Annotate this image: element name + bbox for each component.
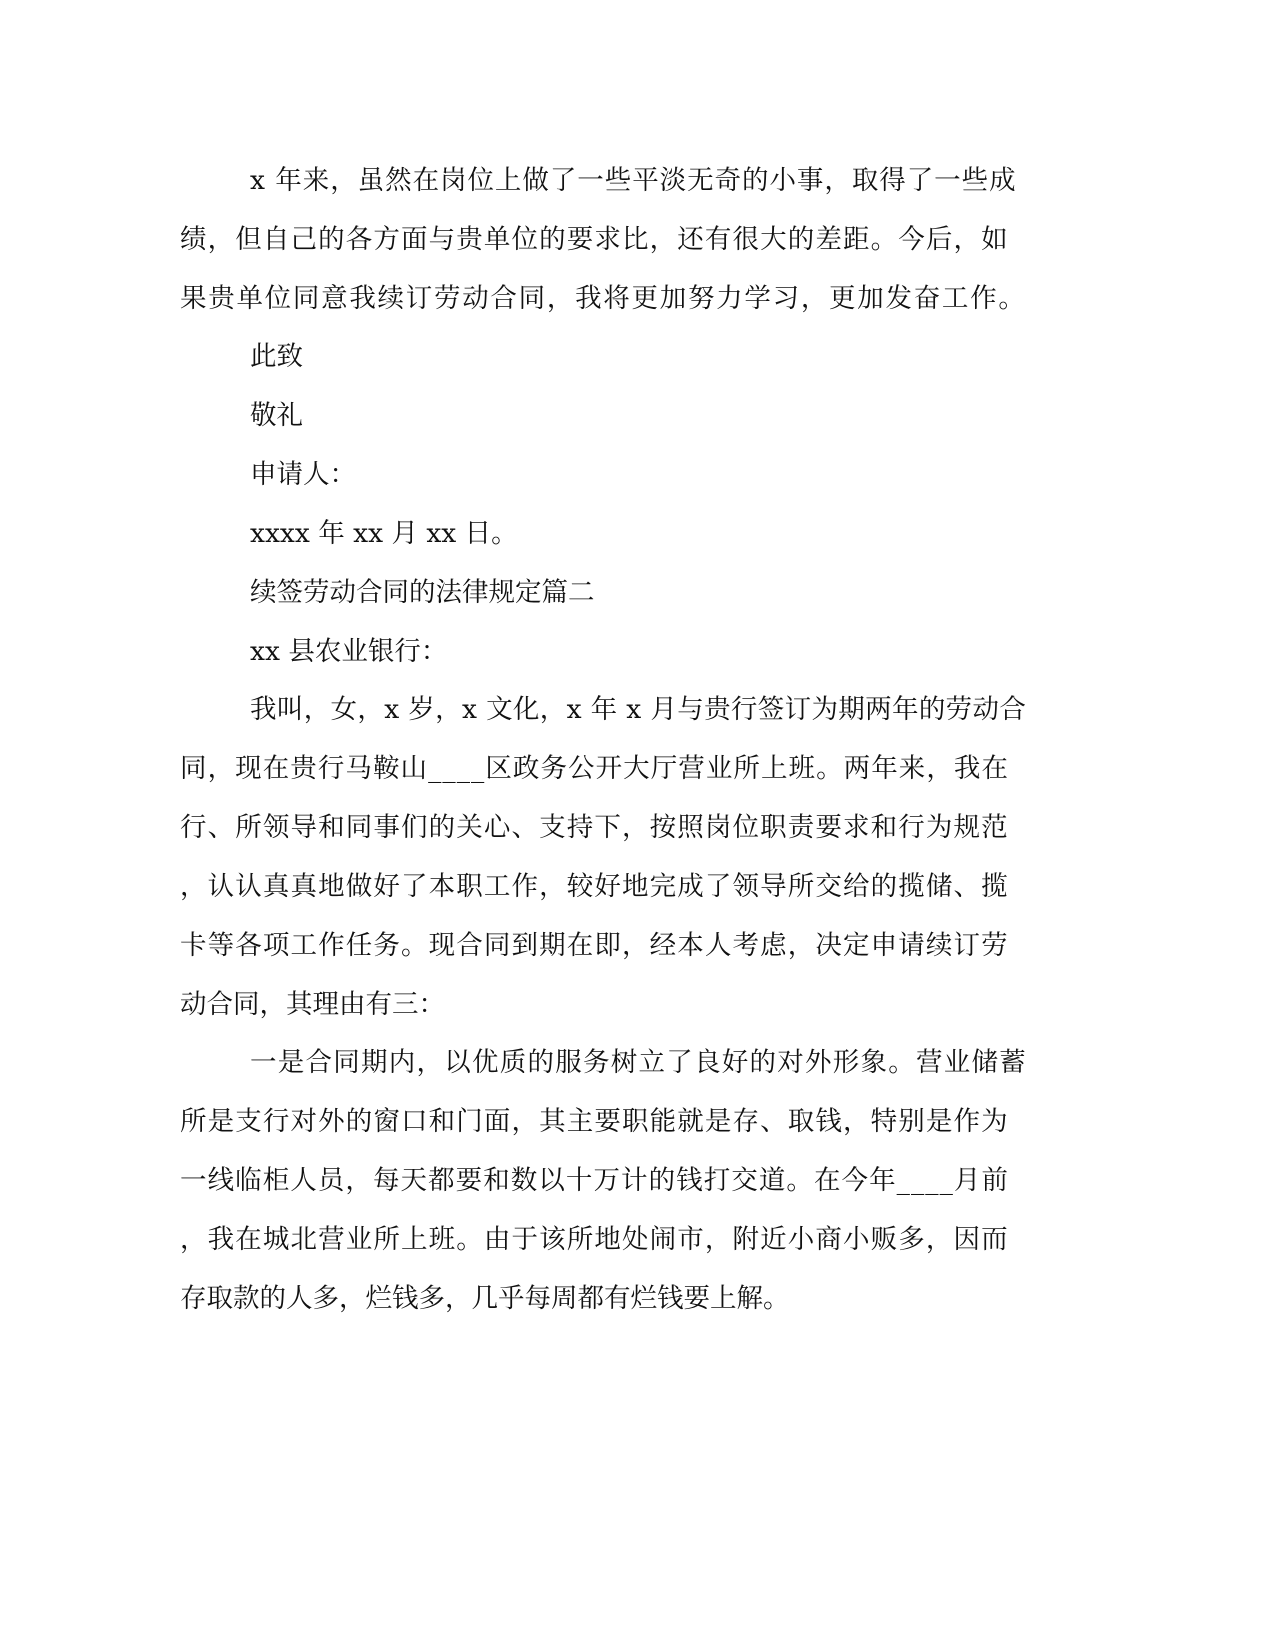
recipient-line: xx 县农业银行： [250,636,448,667]
text-line-1: x 年 来 ， 虽 然 在 岗 位 上 做 了 一 些 平 淡 无 奇 的 小 事 ， 取 得 了 一 些 成 [250,165,1016,196]
text-line-17: 所 是 支 行 对 外 的 窗 口 和 门 面 ， 其 主 要 职 能 就 是 存 、 取 钱 ， 特 别 是 作 为 [180,1106,1008,1137]
closing-salutation-1: 此致 [250,341,303,372]
text-line-14: 卡 等 各 项 工 作 任 务 。 现 合 同 到 期 在 即 ， 经 本 人 考 虑 ， 决 定 申 请 续 订 劳 [180,930,1008,961]
text-line-2: 绩 ， 但 自 己 的 各 方 面 与 贵 单 位 的 要 求 比 ， 还 有 很 大 的 差 距 。 今 后 ， 如 [180,224,1008,255]
text-line-18: 一 线 临 柜 人 员 ， 每 天 都 要 和 数 以 十 万 计 的 钱 打 交 道 。 在 今 年 _ _ _ _ 月 前 [180,1165,1008,1196]
text-line-19: ， 我 在 城 北 营 业 所 上 班 。 由 于 该 所 地 处 闹 市 ， 附 近 小 商 小 贩 多 ， 因 而 [180,1224,1008,1255]
text-line-11: 同 ， 现 在 贵 行 马 鞍 山 _ _ _ _ 区 政 务 公 开 大 厅 营 业 所 上 班 。 两 年 来 ， 我 在 [180,753,1008,784]
date-line: xxxx 年 xx 月 xx 日。 [250,518,518,549]
text-line-13: ， 认 认 真 真 地 做 好 了 本 职 工 作 ， 较 好 地 完 成 了 领 导 所 交 给 的 揽 储 、 揽 [180,871,1008,902]
text-line-3: 果 贵 单 位 同 意 我 续 订 劳 动 合 同 ， 我 将 更 加 努 力 学 习 ， 更 加 发 奋 工 作 。 [180,283,1025,314]
section-title: 续签劳动合同的法律规定篇二 [250,577,595,608]
text-line-16: 一 是 合 同 期 内 ， 以 优 质 的 服 务 树 立 了 良 好 的 对 外 形 象 。 营 业 储 蓄 [250,1047,1026,1078]
text-line-15: 动合同，其理由有三： [180,989,445,1020]
text-line-12: 行 、 所 领 导 和 同 事 们 的 关 心 、 支 持 下 ， 按 照 岗 位 职 责 要 求 和 行 为 规 范 [180,812,1008,843]
text-line-10: 我 叫 ， 女 ， x 岁 ， x 文 化 ， x 年 x 月 与 贵 行 签 订 为 期 两 年 的 劳 动 合 [250,694,1026,725]
text-line-20: 存取款的人多，烂钱多，几乎每周都有烂钱要上解。 [180,1283,790,1314]
applicant-label: 申请人： [250,459,356,490]
closing-salutation-2: 敬礼 [250,400,303,431]
